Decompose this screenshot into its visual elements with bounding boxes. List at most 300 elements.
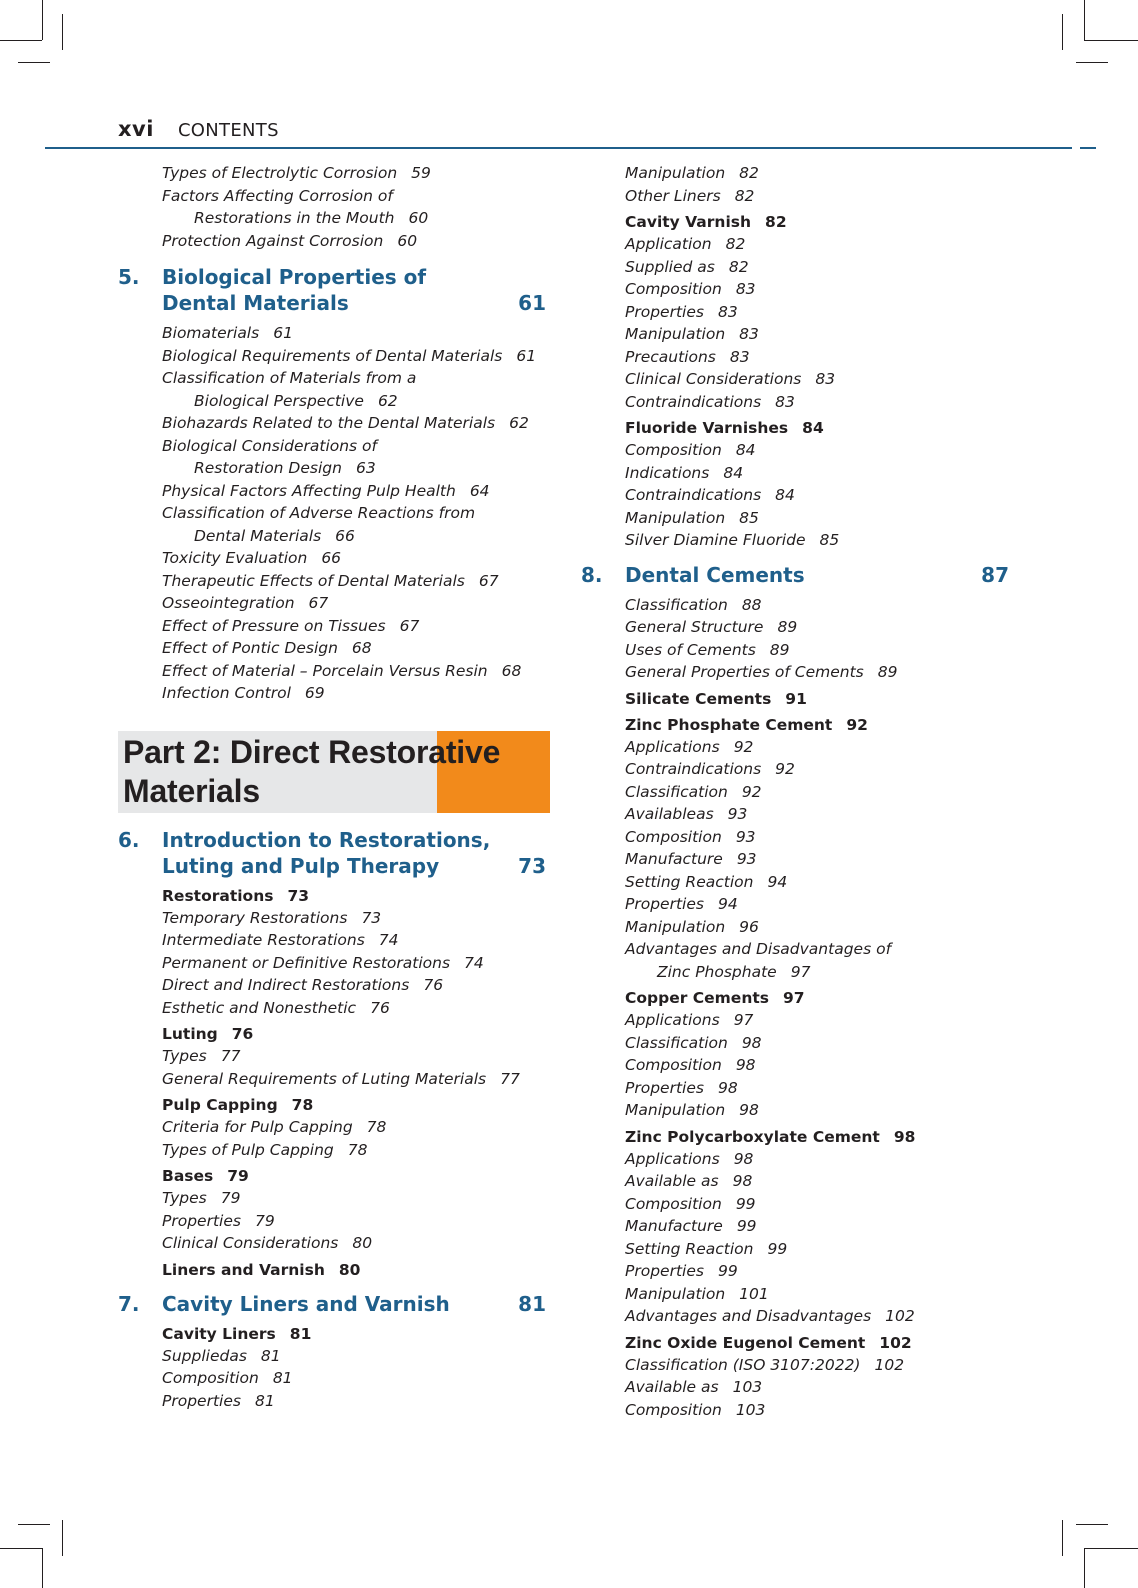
toc-section-page: 82 [765, 213, 787, 231]
toc-entry[interactable] [118, 1068, 558, 1091]
crop-mark [42, 0, 43, 40]
toc-entry-title: Protection Against Corrosion [162, 231, 384, 250]
toc-entry-page: 78 [366, 1118, 387, 1136]
toc-entry-page: 69 [304, 684, 325, 702]
chapter-heading[interactable] [118, 1291, 558, 1317]
toc-entry[interactable] [581, 256, 1021, 279]
toc-entry-title: Advantages and Disadvantages [625, 1307, 872, 1325]
toc-entry-title: Manipulation [625, 508, 726, 527]
toc-entry-title: Types of Electrolytic Corrosion [162, 164, 398, 182]
toc-section-heading[interactable] [581, 417, 1021, 439]
toc-entry-title: Contraindications [625, 392, 762, 411]
toc-entry-title: Classification (ISO 3107:2022) [625, 1355, 861, 1374]
toc-entry[interactable] [118, 660, 558, 683]
toc-entry[interactable] [581, 661, 1021, 684]
toc-entry[interactable] [581, 938, 1021, 961]
toc-entry-title: Infection Control [162, 684, 291, 702]
toc-entry-page: 89 [769, 640, 790, 659]
toc-entry-title: Contraindications [625, 486, 762, 504]
toc-entry-title: Properties [625, 895, 704, 913]
toc-entry-page: 61 [273, 324, 293, 342]
toc-entry-title: Precautions [625, 347, 716, 366]
toc-entry-page: 84 [723, 463, 744, 482]
toc-entry[interactable] [118, 682, 558, 705]
toc-entry[interactable] [581, 233, 1021, 256]
toc-entry-title: Properties [162, 1391, 241, 1410]
toc-section-heading[interactable] [581, 1332, 1021, 1354]
toc-entry[interactable] [581, 639, 1021, 662]
crop-mark [1084, 1548, 1085, 1588]
toc-entry-page: 98 [741, 1033, 762, 1052]
toc-entry-title: Biological Perspective [194, 391, 364, 410]
toc-section-page: 84 [802, 419, 824, 437]
toc-entry[interactable] [581, 848, 1021, 871]
toc-entry[interactable] [581, 1032, 1021, 1055]
toc-entry[interactable] [118, 907, 558, 930]
toc-entry-page: 83 [815, 370, 836, 388]
toc-entry[interactable] [581, 278, 1021, 301]
toc-entry[interactable] [118, 929, 558, 952]
toc-entry-page: 101 [739, 1284, 769, 1303]
toc-entry-page: 68 [351, 639, 372, 657]
toc-entry-title: Therapeutic Effects of Dental Materials [162, 571, 465, 590]
toc-entry[interactable] [581, 391, 1021, 414]
chapter-page: 81 [518, 1291, 546, 1316]
toc-section-page: 81 [289, 1324, 312, 1343]
toc-entry[interactable] [581, 961, 1021, 984]
toc-entry[interactable] [118, 547, 558, 570]
crop-mark [1076, 62, 1108, 63]
toc-section-page: 91 [785, 689, 807, 708]
toc-entry-title: Biomaterials [162, 324, 260, 342]
toc-entry[interactable] [581, 1193, 1021, 1216]
toc-entry-page: 89 [777, 618, 798, 636]
toc-entry-title: General Structure [625, 618, 764, 636]
toc-entry-page: 98 [733, 1149, 754, 1168]
toc-entry-page: 93 [736, 850, 757, 868]
toc-entry-title: Advantages and Disadvantages of [625, 940, 892, 958]
toc-section-title: Luting [162, 1025, 218, 1043]
part-title-line: Part 2: Direct Restorative [123, 733, 501, 770]
toc-entry-title: Manufacture [625, 850, 723, 868]
toc-entry[interactable] [118, 1367, 558, 1390]
toc-entry-page: 98 [739, 1101, 759, 1119]
toc-entry-page: 81 [272, 1369, 293, 1387]
toc-entry-title: Composition [625, 280, 722, 298]
toc-entry-page: 83 [775, 392, 795, 411]
toc-section-title: Fluoride Varnishes [625, 419, 789, 437]
toc-entry-page: 93 [727, 805, 748, 823]
chapter-title [118, 827, 558, 879]
crop-mark [0, 1548, 42, 1549]
toc-entry-title: Classification of Adverse Reactions from [162, 504, 476, 522]
toc-section-title: Zinc Oxide Eugenol Cement [625, 1333, 866, 1352]
toc-entry-title: General Requirements of Luting Materials [162, 1069, 487, 1088]
crop-mark [1084, 0, 1085, 40]
toc-entry-title: Manipulation [625, 325, 726, 343]
toc-entry[interactable] [118, 1232, 558, 1255]
toc-entry[interactable] [118, 1187, 558, 1210]
part-title-line: Materials [123, 772, 260, 809]
toc-section-heading[interactable] [118, 885, 558, 907]
toc-entry-title: Types [162, 1047, 207, 1065]
toc-entry[interactable] [118, 322, 558, 345]
toc-entry-page: 62 [377, 391, 398, 410]
toc-section-page: 76 [231, 1025, 254, 1043]
toc-entry-page: 66 [335, 526, 355, 545]
chapter-page: 87 [981, 562, 1009, 587]
toc-entry-page: 77 [220, 1047, 241, 1065]
toc-entry-page: 99 [767, 1239, 788, 1258]
chapter-title-line: Luting and Pulp Therapy [162, 853, 440, 878]
toc-entry-page: 82 [725, 235, 746, 253]
toc-entry[interactable] [581, 1099, 1021, 1122]
chapter-number: 7. [118, 1291, 140, 1316]
toc-entry-title: Restoration Design [194, 459, 342, 477]
toc-entry-title: Classification [625, 782, 728, 801]
toc-entry[interactable] [118, 230, 558, 253]
toc-entry-page: 97 [733, 1011, 754, 1029]
toc-entry-title: Suppliedas [162, 1346, 247, 1365]
toc-entry[interactable] [581, 1077, 1021, 1100]
toc-entry-page: 98 [717, 1078, 738, 1097]
part-banner [118, 731, 550, 813]
toc-entry-page: 89 [877, 663, 898, 681]
toc-entry-page: 80 [352, 1234, 373, 1252]
toc-entry[interactable] [581, 893, 1021, 916]
toc-entry[interactable] [118, 615, 558, 638]
toc-entry[interactable] [581, 758, 1021, 781]
toc-entry-title: Application [625, 235, 712, 253]
toc-entry-page: 94 [767, 872, 788, 891]
toc-entry-page: 98 [735, 1056, 756, 1074]
crop-mark [1076, 1524, 1108, 1525]
toc-entry-page: 99 [735, 1194, 756, 1213]
toc-entry-page: 63 [355, 459, 376, 477]
toc-entry[interactable] [118, 345, 558, 368]
toc-entry-page: 85 [739, 508, 759, 527]
toc-entry[interactable] [118, 162, 558, 185]
crop-mark [1084, 40, 1138, 41]
toc-entry[interactable] [118, 207, 558, 230]
toc-entry-title: Effect of Pontic Design [162, 639, 338, 657]
toc-section-heading[interactable] [581, 211, 1021, 233]
toc-entry[interactable] [581, 323, 1021, 346]
toc-entry-title: Effect of Material – Porcelain Versus Resin [162, 661, 488, 680]
part-title [123, 733, 500, 811]
toc-entry[interactable] [581, 826, 1021, 849]
toc-entry[interactable] [581, 1170, 1021, 1193]
toc-entry-page: 60 [408, 209, 429, 227]
toc-entry-title: Permanent or Definitive Restorations [162, 953, 451, 972]
toc-entry[interactable] [581, 185, 1021, 208]
toc-entry[interactable] [581, 871, 1021, 894]
toc-entry[interactable] [581, 1009, 1021, 1032]
toc-entry-page: 64 [469, 481, 490, 500]
toc-section-title: Restorations [162, 886, 274, 905]
toc-entry-title: Available as [625, 1378, 719, 1396]
toc-entry-page: 94 [717, 895, 738, 913]
toc-section-heading[interactable] [581, 1126, 1021, 1148]
toc-entry-title: Manipulation [625, 1101, 726, 1119]
toc-entry-page: 81 [254, 1391, 275, 1410]
toc-entry-page: 96 [739, 917, 759, 936]
toc-entry[interactable] [581, 1238, 1021, 1261]
toc-entry-title: Manufacture [625, 1217, 723, 1235]
toc-entry-title: Osseointegration [162, 594, 295, 612]
toc-entry[interactable] [118, 592, 558, 615]
toc-entry[interactable] [118, 1390, 558, 1413]
chapter-heading[interactable] [118, 264, 558, 316]
toc-section-heading[interactable] [118, 1259, 558, 1281]
toc-section-heading[interactable] [118, 1323, 558, 1345]
toc-entry[interactable] [581, 1399, 1021, 1422]
toc-entry-title: Classification of Materials from a [162, 369, 417, 387]
toc-entry-title: General Properties of Cements [625, 663, 864, 681]
toc-entry-title: Esthetic and Nonesthetic [162, 998, 357, 1017]
toc-entry-title: Manipulation [625, 917, 726, 936]
toc-section-title: Bases [162, 1167, 214, 1185]
toc-entry[interactable] [581, 736, 1021, 759]
toc-entry[interactable] [581, 507, 1021, 530]
toc-section-heading[interactable] [581, 714, 1021, 736]
toc-entry-page: 83 [735, 280, 756, 298]
crop-mark [42, 1548, 43, 1588]
crop-mark [18, 1524, 50, 1525]
toc-entry-title: Setting Reaction [625, 872, 754, 891]
chapter-title-line: Dental Materials [162, 291, 349, 315]
toc-entry-title: Composition [162, 1369, 259, 1387]
toc-entry[interactable] [118, 1116, 558, 1139]
toc-entry-page: 61 [516, 346, 537, 365]
toc-section-title: Silicate Cements [625, 689, 772, 708]
toc-entry[interactable] [118, 502, 558, 525]
left-column [118, 162, 558, 1412]
toc-entry-page: 67 [308, 594, 329, 612]
chapter-number: 6. [118, 827, 140, 852]
toc-entry-page: 98 [732, 1172, 753, 1190]
toc-entry-page: 84 [775, 486, 795, 504]
toc-entry-page: 76 [370, 998, 390, 1017]
crop-mark [62, 14, 63, 50]
toc-entry-title: Biohazards Related to the Dental Materials [162, 414, 496, 432]
toc-entry-page: 76 [423, 976, 444, 994]
toc-entry-title: Composition [625, 827, 722, 846]
toc-entry[interactable] [581, 529, 1021, 552]
toc-entry[interactable] [118, 185, 558, 208]
toc-entry-title: Clinical Considerations [162, 1234, 339, 1252]
toc-entry-title: Applications [625, 737, 720, 756]
toc-section-page: 98 [893, 1127, 916, 1146]
toc-entry-title: Intermediate Restorations [162, 931, 365, 949]
toc-entry-page: 83 [729, 347, 750, 366]
toc-entry[interactable] [581, 1054, 1021, 1077]
toc-entry-title: Zinc Phosphate [657, 962, 777, 981]
toc-entry-page: 82 [728, 257, 749, 276]
crop-mark [0, 40, 42, 41]
toc-entry-page: 102 [885, 1307, 915, 1325]
toc-entry-page: 62 [509, 414, 529, 432]
toc-entry[interactable] [581, 462, 1021, 485]
toc-section-title: Liners and Varnish [162, 1260, 325, 1279]
chapter-title [581, 562, 1021, 588]
toc-section-title: Pulp Capping [162, 1096, 278, 1114]
toc-section-title: Copper Cements [625, 989, 769, 1007]
toc-entry[interactable] [118, 390, 558, 413]
header-rule [45, 147, 1072, 149]
crop-mark [1084, 1548, 1138, 1549]
toc-entry-page: 102 [874, 1355, 905, 1374]
toc-entry-title: Manipulation [625, 1284, 726, 1303]
toc-entry-page: 59 [411, 164, 431, 182]
toc-section-title: Zinc Polycarboxylate Cement [625, 1127, 880, 1146]
toc-entry[interactable] [118, 997, 558, 1020]
running-head [118, 117, 279, 141]
toc-entry[interactable] [581, 439, 1021, 462]
toc-entry[interactable] [581, 1376, 1021, 1399]
toc-section-heading[interactable] [118, 1023, 558, 1045]
toc-entry-page: 83 [739, 325, 759, 343]
toc-entry[interactable] [118, 480, 558, 503]
toc-entry[interactable] [581, 162, 1021, 185]
toc-entry[interactable] [118, 570, 558, 593]
toc-entry[interactable] [581, 1354, 1021, 1377]
toc-entry-page: 103 [735, 1400, 766, 1419]
toc-entry-title: Restorations in the Mouth [194, 209, 395, 227]
toc-entry-title: Physical Factors Affecting Pulp Health [162, 481, 456, 500]
toc-section-heading[interactable] [118, 1094, 558, 1116]
toc-entry-page: 97 [790, 962, 811, 981]
toc-entry-title: Available as [625, 1172, 719, 1190]
toc-entry-title: Setting Reaction [625, 1239, 754, 1258]
toc-entry-title: Properties [625, 1078, 704, 1097]
toc-entry[interactable] [581, 1215, 1021, 1238]
toc-entry-title: Applications [625, 1149, 720, 1168]
toc-entry-title: Effect of Pressure on Tissues [162, 616, 386, 635]
toc-entry[interactable] [118, 974, 558, 997]
toc-section-heading[interactable] [581, 987, 1021, 1009]
toc-entry-page: 60 [397, 231, 418, 250]
toc-section-title: Cavity Varnish [625, 213, 752, 231]
toc-section-page: 80 [338, 1260, 361, 1279]
crop-mark [1062, 14, 1063, 50]
chapter-number: 5. [118, 265, 140, 289]
toc-entry[interactable] [118, 435, 558, 458]
toc-entry[interactable] [118, 1045, 558, 1068]
toc-section-heading[interactable] [581, 688, 1021, 710]
toc-entry-title: Composition [625, 1056, 722, 1074]
toc-entry-title: Factors Affecting Corrosion of [162, 186, 393, 205]
toc-section-title: Zinc Phosphate Cement [625, 715, 833, 734]
toc-entry[interactable] [581, 301, 1021, 324]
toc-entry[interactable] [581, 1305, 1021, 1328]
crop-mark [1062, 1520, 1063, 1556]
toc-entry-page: 93 [735, 827, 756, 846]
toc-entry-page: 103 [732, 1378, 763, 1396]
toc-entry-page: 92 [741, 782, 762, 801]
crop-mark [62, 1520, 63, 1556]
toc-entry-page: 77 [500, 1069, 520, 1088]
toc-entry-title: Contraindications [625, 760, 762, 778]
toc-entry[interactable] [118, 1345, 558, 1368]
toc-entry-page: 74 [464, 953, 484, 972]
toc-entry-page: 74 [378, 931, 399, 949]
toc-entry[interactable] [581, 1283, 1021, 1306]
crop-mark [18, 62, 50, 63]
toc-entry[interactable] [581, 616, 1021, 639]
toc-entry[interactable] [581, 916, 1021, 939]
toc-entry-page: 79 [220, 1189, 241, 1207]
toc-entry-page: 82 [734, 186, 755, 205]
toc-entry-title: Clinical Considerations [625, 370, 802, 388]
toc-entry-title: Types of Pulp Capping [162, 1140, 334, 1159]
toc-entry[interactable] [118, 525, 558, 548]
toc-entry-page: 67 [478, 571, 499, 590]
toc-entry-page: 78 [347, 1140, 368, 1159]
toc-section-page: 92 [846, 715, 868, 734]
toc-entry[interactable] [118, 367, 558, 390]
toc-entry-page: 99 [717, 1262, 738, 1280]
toc-entry[interactable] [118, 637, 558, 660]
toc-section-title: Cavity Liners [162, 1324, 276, 1343]
toc-entry[interactable] [581, 368, 1021, 391]
toc-entry-page: 92 [733, 737, 754, 756]
toc-entry-page: 81 [260, 1346, 281, 1365]
chapter-title-line: Cavity Liners and Varnish [162, 1291, 450, 1316]
toc-entry[interactable] [118, 1210, 558, 1233]
toc-entry[interactable] [118, 457, 558, 480]
toc-entry[interactable] [581, 1260, 1021, 1283]
toc-entry[interactable] [581, 803, 1021, 826]
toc-section-heading[interactable] [118, 1165, 558, 1187]
toc-entry-title: Applications [625, 1011, 720, 1029]
toc-entry-title: Other Liners [625, 186, 721, 205]
chapter-heading[interactable] [581, 562, 1021, 588]
toc-entry-title: Properties [625, 1262, 704, 1280]
toc-section-page: 102 [879, 1333, 912, 1352]
chapter-title [118, 264, 558, 316]
right-column [581, 162, 1021, 1421]
toc-entry-page: 88 [741, 595, 762, 614]
page-number: xvi [118, 117, 154, 141]
toc-section-page: 78 [291, 1096, 314, 1114]
chapter-title-line: Biological Properties of [162, 265, 427, 289]
toc-section-page: 97 [783, 989, 805, 1007]
toc-entry-title: Composition [625, 1400, 722, 1419]
toc-entry[interactable] [581, 484, 1021, 507]
toc-entry[interactable] [581, 346, 1021, 369]
toc-section-page: 73 [287, 886, 310, 905]
toc-entry-title: Supplied as [625, 257, 715, 276]
toc-entry[interactable] [118, 1139, 558, 1162]
toc-entry-page: 67 [399, 616, 420, 635]
toc-section-page: 79 [227, 1167, 249, 1185]
toc-entry[interactable] [581, 594, 1021, 617]
toc-entry-title: Composition [625, 441, 722, 459]
toc-entry-title: Direct and Indirect Restorations [162, 976, 410, 994]
toc-entry[interactable] [118, 952, 558, 975]
toc-entry[interactable] [581, 1148, 1021, 1171]
toc-entry-title: Indications [625, 463, 710, 482]
chapter-heading[interactable] [118, 827, 558, 879]
chapter-page: 73 [518, 853, 546, 878]
toc-entry-title: Classification [625, 1033, 728, 1052]
page-title: CONTENTS [177, 120, 279, 141]
toc-entry-page: 84 [735, 441, 756, 459]
toc-entry-page: 73 [361, 908, 382, 927]
toc-entry[interactable] [581, 781, 1021, 804]
toc-entry[interactable] [118, 412, 558, 435]
